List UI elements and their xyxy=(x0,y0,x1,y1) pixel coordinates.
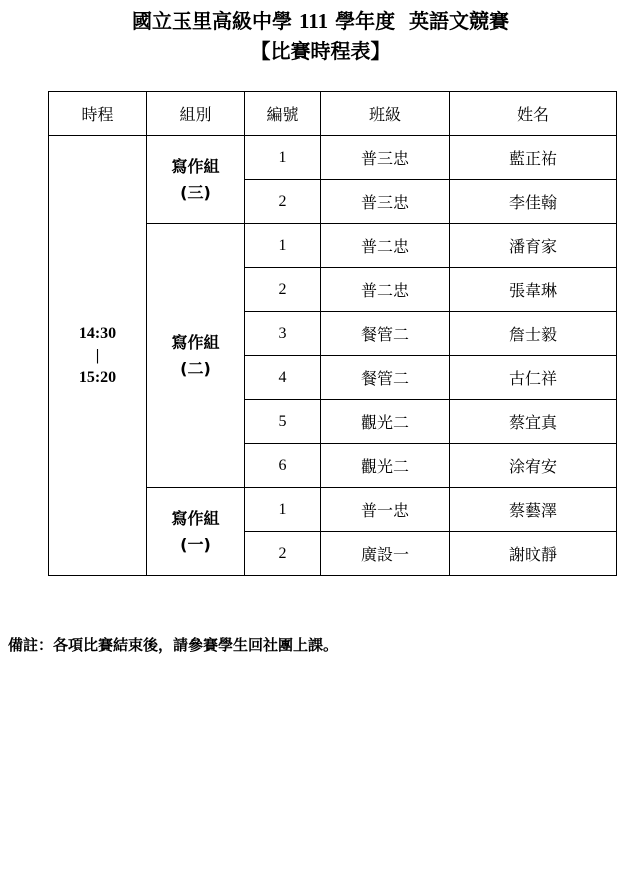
group-name: 寫作組 xyxy=(171,508,220,528)
cell-number: 4 xyxy=(245,356,321,400)
cell-class: 普一忠 xyxy=(321,488,450,532)
cell-name: 蔡藝澤 xyxy=(450,488,617,532)
group-cell-1 xyxy=(147,488,245,576)
cell-name: 詹士毅 xyxy=(450,312,617,356)
cell-number: 5 xyxy=(245,400,321,444)
cell-name: 藍正祐 xyxy=(450,136,617,180)
group-name: 寫作組 xyxy=(171,156,220,176)
group-cell-3 xyxy=(147,136,245,224)
cell-name: 古仁祥 xyxy=(450,356,617,400)
cell-name: 涂宥安 xyxy=(450,444,617,488)
time-end: 15:20 xyxy=(78,368,117,386)
group-cell-2 xyxy=(147,224,245,488)
document-title xyxy=(0,8,641,34)
cell-name: 李佳翰 xyxy=(450,180,617,224)
group-level: (二) xyxy=(180,358,211,378)
cell-name: 潘育家 xyxy=(450,224,617,268)
header-name: 姓名 xyxy=(450,92,617,136)
cell-number: 1 xyxy=(245,224,321,268)
cell-number: 3 xyxy=(245,312,321,356)
title-year: 111 xyxy=(298,9,329,33)
cell-class: 普二忠 xyxy=(321,224,450,268)
title-school: 國立玉里高級中學 xyxy=(131,9,292,33)
header-class: 班級 xyxy=(321,92,450,136)
cell-class: 觀光二 xyxy=(321,400,450,444)
group-name: 寫作組 xyxy=(171,332,220,352)
header-group: 組別 xyxy=(147,92,245,136)
cell-number: 2 xyxy=(245,268,321,312)
time-slot-cell xyxy=(49,136,147,576)
cell-number: 2 xyxy=(245,180,321,224)
cell-class: 廣設一 xyxy=(321,532,450,576)
cell-name: 張韋琳 xyxy=(450,268,617,312)
document-subtitle: 【比賽時程表】 xyxy=(250,39,391,63)
cell-number: 1 xyxy=(245,136,321,180)
cell-class: 觀光二 xyxy=(321,444,450,488)
table-row xyxy=(49,136,617,180)
cell-name: 蔡宜真 xyxy=(450,400,617,444)
header-number: 編號 xyxy=(245,92,321,136)
cell-name: 謝旼靜 xyxy=(450,532,617,576)
time-separator: | xyxy=(95,346,100,364)
header-time: 時程 xyxy=(49,92,147,136)
cell-class: 普二忠 xyxy=(321,268,450,312)
cell-class: 餐管二 xyxy=(321,312,450,356)
cell-number: 2 xyxy=(245,532,321,576)
cell-class: 普三忠 xyxy=(321,136,450,180)
schedule-table xyxy=(48,91,617,576)
cell-class: 餐管二 xyxy=(321,356,450,400)
footnote: 備註：各項比賽結束後，請參賽學生回社團上課。 xyxy=(8,636,339,654)
cell-number: 6 xyxy=(245,444,321,488)
time-start: 14:30 xyxy=(78,324,117,342)
group-level: (三) xyxy=(180,182,211,202)
group-level: (一) xyxy=(180,534,211,554)
cell-number: 1 xyxy=(245,488,321,532)
cell-class: 普三忠 xyxy=(321,180,450,224)
header-row xyxy=(49,92,617,136)
title-event: 學年度 英語文競賽 xyxy=(335,9,510,33)
